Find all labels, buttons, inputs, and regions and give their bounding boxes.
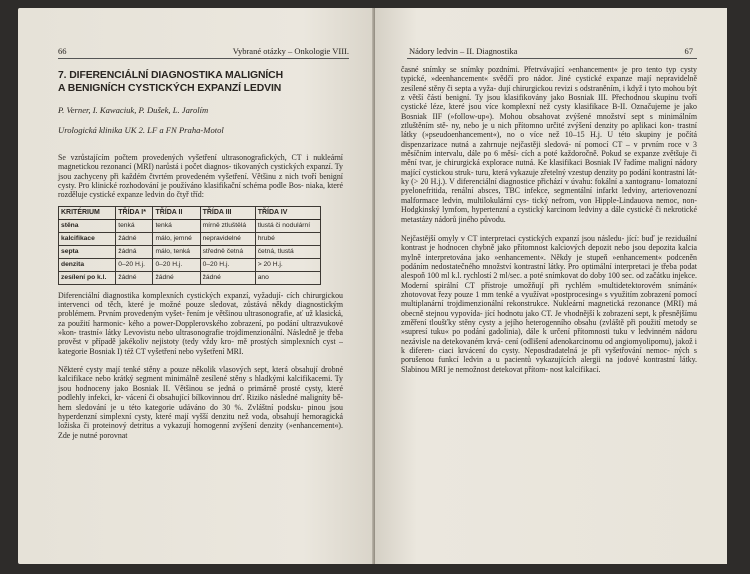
table-row xyxy=(59,271,321,284)
text-line: nebo vyšetření MRI. xyxy=(178,346,244,356)
table-cell: žádné xyxy=(116,271,153,284)
table-header-cell: TŘÍDA III xyxy=(200,206,255,219)
text-line: do doby 100 sec. od začátku injekce. Moderní spirální CT přístroje xyxy=(401,271,697,290)
text-line: pomocí multiplanární trojdimenzionální rekonstrukce. xyxy=(401,289,697,309)
table-row xyxy=(59,245,321,258)
text-line: ných s porušenou funkcí ledvin a u pacientů vykazujících alergii na xyxy=(401,345,697,365)
table-cell: nepravidelné xyxy=(200,232,255,245)
text-line: lomatozní pyelonefritida, renální absces, TBC infekce, segmentální xyxy=(401,177,698,196)
left-header-rule xyxy=(58,58,349,59)
text-line: je třeba podat alespoň 100 ml k.l. rychlostí 2 ml/sec. a poté snímkovat xyxy=(401,261,697,281)
text-line: změření tloušťky stěny cysty a jejího heterogenního obsahu (zvláště xyxy=(401,317,624,327)
text-line: pinou jsou hyperdenzní simplexní cysty, které mají vyšší denzitu než xyxy=(58,402,343,421)
text-line: provedeném vyšetření. Většinu z nich tvoří benigní cysty. xyxy=(58,171,343,191)
left-content xyxy=(58,70,343,440)
table-cell: žádné xyxy=(200,271,255,284)
table-cell: žádná xyxy=(116,245,153,258)
text-line: turu, která vykazuje zřetelný vzestup denzity po podání kontrastní lát- xyxy=(475,167,697,177)
text-line: Přechodnou skupinu tvoří cystické léze, které jsou více komplexní než xyxy=(401,93,698,112)
text-line: pouze 1 mm tenké a využívat »postprocesing« s využitím zobrazení xyxy=(454,289,672,299)
table-header-cell: TŘÍDA I* xyxy=(116,206,153,219)
table-cell: žádné xyxy=(153,271,200,284)
right-header-rule xyxy=(407,58,697,59)
table-cell: středně četná xyxy=(200,245,255,258)
text-line: tento typ cysty typické, »deenhancement« svědčí pro nádor. xyxy=(401,65,697,84)
chapter-title-line2: A BENIGNÍCH CYSTICKÝCH EXPANZÍ LEDVIN xyxy=(58,82,282,94)
left-para-1 xyxy=(58,153,343,200)
table-cell: ano xyxy=(255,271,320,284)
chapter-title xyxy=(58,70,343,95)
text-line: homogenní zvýšení denzity (»enhancement«). Zde je nutné porovnat xyxy=(58,421,343,440)
text-line: přítomnosti tuku v ledvinném nádoru nezávisle na detekovaném krvá- xyxy=(401,327,697,346)
text-line: tikovaných cystických expanzí. Ty jsou zachyceny při každém čtvrtém xyxy=(58,162,343,181)
table-row xyxy=(59,219,321,232)
text-line: obsahují drobné kalcifikace nebo krátký segment minimálně zesílené xyxy=(58,365,343,384)
table-header-row xyxy=(59,206,321,219)
table-cell: četná, tlustá xyxy=(255,245,320,258)
text-line: Nejčastější omyly v CT interpretaci cystických expanzí jsou následu- xyxy=(401,233,625,243)
text-line: hem sledování je u této kategorie udáváno do 30 %. Zvláštní podsku- xyxy=(58,402,304,412)
text-line: skupiny je počítá dispenzarizace nutná a zahrnuje nejčastěji sledová- xyxy=(401,130,697,149)
text-line: hypertenzní a cystický karcinom ledviny a dále cystické či nekrotické xyxy=(471,205,697,215)
text-line: trastní« látky Levovistu nebo ultrasonografie trojdimenzionální. xyxy=(79,328,285,338)
table-cell: málo, jemné xyxy=(153,232,200,245)
left-para-3 xyxy=(58,365,343,440)
table-cell: málo, tenká xyxy=(153,245,200,258)
text-line: Většinou se jedná o primárně prosté cysty, které podlehly infekci, kr- xyxy=(58,383,343,403)
table-row-header: kalcifikace xyxy=(59,232,116,245)
text-line: ky (> 20 H.j.). xyxy=(401,177,448,187)
table-row xyxy=(59,258,321,271)
table-cell: 0–20 H.j. xyxy=(200,258,255,271)
right-running-title: Nádory ledvin – II. Diagnostika xyxy=(409,46,518,56)
left-page-number: 66 xyxy=(58,46,67,56)
text-line: tický nefrom, von Hipple-Lindauova nemoc, non-Hodgkinský lymfom, xyxy=(401,195,697,215)
table-header-cell: TŘÍDA II xyxy=(153,206,200,219)
table-header-cell: TŘÍDA IV xyxy=(255,206,320,219)
text-line: stěny s hladkými kalcifikacemi. Ty jsou hodnoceny jako Bosniak II. xyxy=(58,374,343,393)
text-line: Následně je třeba prověst v případě jakékoliv nejistoty (tedy vždy kro- xyxy=(58,328,343,347)
bosniak-table xyxy=(58,206,321,285)
text-line: jící hodnotu jako CT. Je vhodnější k zobrazení sept, k přesnějšímu xyxy=(484,308,697,318)
text-line: ciaci krvácení do cysty. Neposdradatelná je při vyšetřování nemoc- xyxy=(438,345,670,355)
table-body xyxy=(59,219,321,284)
table-row-header: stěna xyxy=(59,219,116,232)
text-line: Nukleární magnetická rezonance (MRI) má obecně stejnou vypovída- xyxy=(401,299,697,318)
table-row-header: zesílení po k.l. xyxy=(59,271,116,284)
table-header-cell: KRITÉRIUM xyxy=(59,206,116,219)
text-line: mě prostých simplexních cyst – kategorie Bosniak I) též CT vyšetření xyxy=(58,337,343,356)
right-page xyxy=(375,8,727,564)
text-line: Se vzrůstajícím počtem provedených vyšetření ultrasonografických, xyxy=(58,153,287,162)
text-line: řením je většinou ultrasonografie, ať už klasická, za použití harmonic- xyxy=(58,309,343,328)
text-line: metastázy nádorů jiného původu. xyxy=(401,214,506,224)
left-page xyxy=(18,8,375,564)
table-row xyxy=(59,232,321,245)
left-para-2 xyxy=(58,291,343,356)
text-line: Pro klinické rozhodování je používáno klasifikační schéma podle Bos- xyxy=(78,181,304,191)
text-line: části benigní. Ty jsou klasifikovány jako Bosniak III. xyxy=(427,93,608,103)
text-line: dují chirurgickou revizi s odstraněním, i když i tyto mohou být z větší xyxy=(401,83,698,103)
text-line: nedostatečného množství kontrastní látky. Pro optimální interpretaci xyxy=(431,261,651,271)
text-line: Diferenciální diagnostika komplexních cystických expanzí, vyžadují- xyxy=(58,290,284,300)
text-line: nost kalcifikací. xyxy=(550,364,601,374)
text-line: chirurgická explorace nutná. xyxy=(444,158,536,168)
text-line: CT i nukleární magnetickou rezonancí (MRI) narůstá i počet diagnos- xyxy=(58,153,343,172)
text-line: zůstává někdy diagnostickým problémem. Prvním provedeným vyšet- xyxy=(58,300,344,319)
table-cell: hrubé xyxy=(255,232,320,245)
table-cell: tenká xyxy=(153,219,200,232)
text-line: ní pomocí CT – v prvním roce v 3 měsíčním intervalu, dále po 6 měsí- xyxy=(401,139,697,159)
authors: P. Verner, I. Kawaciuk, P. Dušek, L. Jarolím xyxy=(58,105,209,115)
text-line: cích chirurgickou intervenci od těch, které je možné pouze sledovat, xyxy=(58,290,343,310)
table-cell: 0–20 H.j. xyxy=(153,258,200,271)
table-row-header: septa xyxy=(59,245,116,258)
table-cell: 0–20 H.j. xyxy=(116,258,153,271)
right-content xyxy=(401,65,697,374)
table-cell: tenká xyxy=(116,219,153,232)
table-row-header: denzita xyxy=(59,258,116,271)
text-line: Ke klasifikaci Bosniak IV řadíme maligní nádory mající cystickou struk- xyxy=(401,158,698,177)
text-line: infarkt ledviny, arteriovenozní malformace ledvin, multilokulární cys- xyxy=(401,186,697,205)
text-line: niaka, které rozděluje cystické expanze ledvin do čtyř tříd: xyxy=(58,181,343,200)
text-line: Některé cysty mají tenké stěny a pouze několik vlasových sept, která xyxy=(58,365,288,375)
table-cell: > 20 H.j. xyxy=(255,258,320,271)
text-line: ny, nebo je u nich přítomno určité zvýšení denzity po aplikaci kon- xyxy=(451,121,675,131)
right-page-number: 67 xyxy=(684,46,693,56)
text-line: vácení či obsahující bílkovinnou drť. Riziko následné maligníty bě- xyxy=(125,393,343,403)
chapter-title-line1: 7. DIFERENCIÁLNÍ DIAGNOSTIKA MALIGNÍCH xyxy=(58,70,283,81)
text-line: jodové kontrastní látky. Slabinou MRI je nemožnost detekovat přítom- xyxy=(401,355,697,374)
text-line: Mohou obsahovat zvýšené množství sept s minimálním ztluštěním stě- xyxy=(401,111,697,131)
right-para-2 xyxy=(401,234,697,374)
text-line: kého a power-Dopplerovského zobrazení, po podání ultrazvukové »kon- xyxy=(58,318,343,338)
text-line: Jiné cystické expanze mají nepravidelně zesílené stěny či septa a vyža- xyxy=(401,74,698,93)
affiliation: Urologická klinika UK 2. LF a FN Praha-Motol xyxy=(58,125,224,135)
text-line: »enhancement«. Někdy je stupeň »enhancement« podceněn podáním xyxy=(401,252,697,271)
text-line: časné snímky se snímky pozdními. Přetrvávající »enhancement« je pro xyxy=(401,65,643,74)
table-cell: tlustá či nodulární xyxy=(255,219,320,232)
text-line: kalciových depozit nebo jsou depozita kalcia mylně interpretována jako xyxy=(401,243,697,262)
text-line: voda, obsahují hemoragická ložiska či proteinový detritus a vykazují xyxy=(58,411,343,431)
text-line: cysty klasifikace B-II. Označujeme je jako Bosniak IIF (»follow-up«). xyxy=(401,102,697,121)
table-cell: mírně ztluštělá xyxy=(200,219,255,232)
text-line: při použití metody se »supresí tuku« po podání gadolinia), dále k určení xyxy=(401,317,697,337)
text-line: umožňují při rychlém »multidetektorovém snímání« zhotovovat řezy xyxy=(401,280,697,299)
text-line: cení (odlišení adenokarcinomu od angiomyolipomu), jakož i k diferen- xyxy=(401,336,697,355)
text-line: V diferenciální diagnostice přichází v úvahu: fokální a xantogranu- xyxy=(449,177,664,187)
table-cell: žádné xyxy=(116,232,153,245)
left-running-title: Vybrané otázky – Onkologie VIII. xyxy=(232,46,349,56)
text-line: jící: buď je reziduální kontrast je hodnocen chybně jako přítomnost xyxy=(401,233,697,253)
right-para-1 xyxy=(401,65,697,224)
text-line: cích a poté každoročně. Pokud se expanze zvětšuje či mění tvar, je xyxy=(401,149,698,168)
text-line: trastní látky (»pseudoenhancement«), no o více než 10–15 H.j. U této xyxy=(401,121,697,140)
